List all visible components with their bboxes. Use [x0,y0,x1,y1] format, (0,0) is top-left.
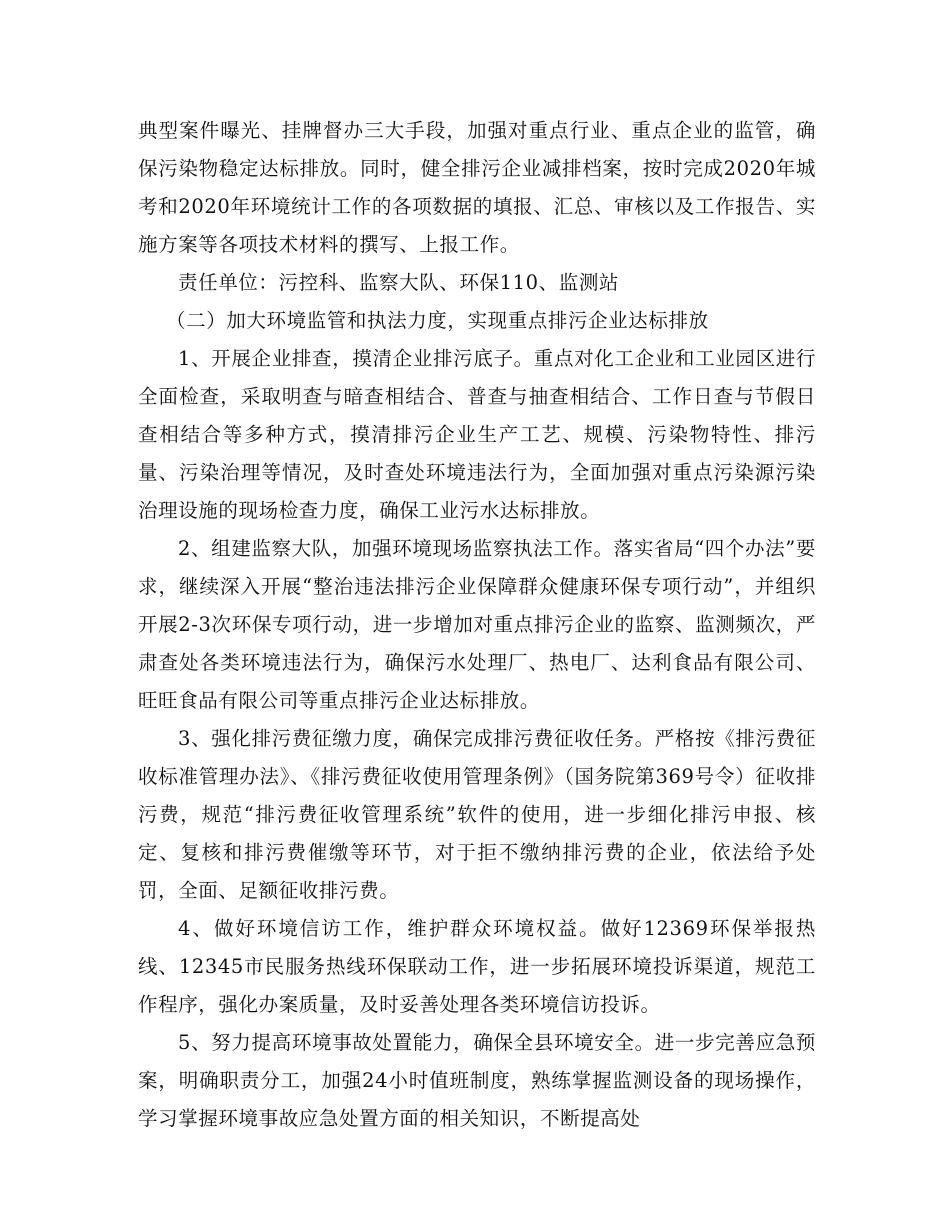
section-heading-2: （二）加大环境监管和执法力度，实现重点排污企业达标排放 [166,309,709,332]
paragraph-item-1: 1、开展企业排查，摸清企业排污底子。重点对化工企业和工业园区进行全面检查，采取明查与暗查相结合、普查与抽查相结合、工作日查与节假日查相结合等多种方式，摸清排污企业生产工艺、规模、污染物特性、排污量、污染治理等情况，及时查处环境违法行为，全面加强对重点污染源污染治理设施的现场检查力度，确保工业污水达标排放。 [138,347,816,522]
paragraph-item-3: 3、强化排污费征缴力度，确保完成排污费征收任务。严格按《排污费征收标准管理办法》、《排污费征收使用管理条例》（国务院第369号令）征收排污费，规范“排污费征收管理系统”软件的使用，进一步细化排污申报、核定、复核和排污费催缴等环节，对于拒不缴纳排污费的企业，依法给予处罚，全面、足额征收排污费。 [138,727,816,902]
paragraph-item-5: 5、努力提高环境事故处置能力，确保全县环境安全。进一步完善应急预案，明确职责分工，加强24小时值班制度，熟练掌握监测设备的现场操作，学习掌握环境事故应急处置方面的相关知识，不断提高处 [138,1031,816,1130]
document-body [138,112,816,1138]
paragraph-continuation: 典型案件曝光、挂牌督办三大手段，加强对重点行业、重点企业的监管，确保污染物稳定达标排放。同时，健全排污企业减排档案，按时完成2020年城考和2020年环境统计工作的各项数据的填报、汇总、审核以及工作报告、实施方案等各项技术材料的撰写、上报工作。 [138,119,816,256]
paragraph-item-4: 4、做好环境信访工作，维护群众环境权益。做好12369环保举报热线、12345市民服务热线环保联动工作，进一步拓展环境投诉渠道，规范工作程序，强化办案质量，及时妥善处理各类环境信访投诉。 [138,917,816,1016]
paragraph-item-2: 2、组建监察大队，加强环境现场监察执法工作。落实省局“四个办法”要求，继续深入开展“整治违法排污企业保障群众健康环保专项行动”，并组织开展2-3次环保专项行动，进一步增加对重点排污企业的监察、监测频次，严肃查处各类环境违法行为，确保污水处理厂、热电厂、达利食品有限公司、旺旺食品有限公司等重点排污企业达标排放。 [138,537,816,712]
paragraph-responsible-units: 责任单位：污控科、监察大队、环保110、监测站 [178,271,620,294]
